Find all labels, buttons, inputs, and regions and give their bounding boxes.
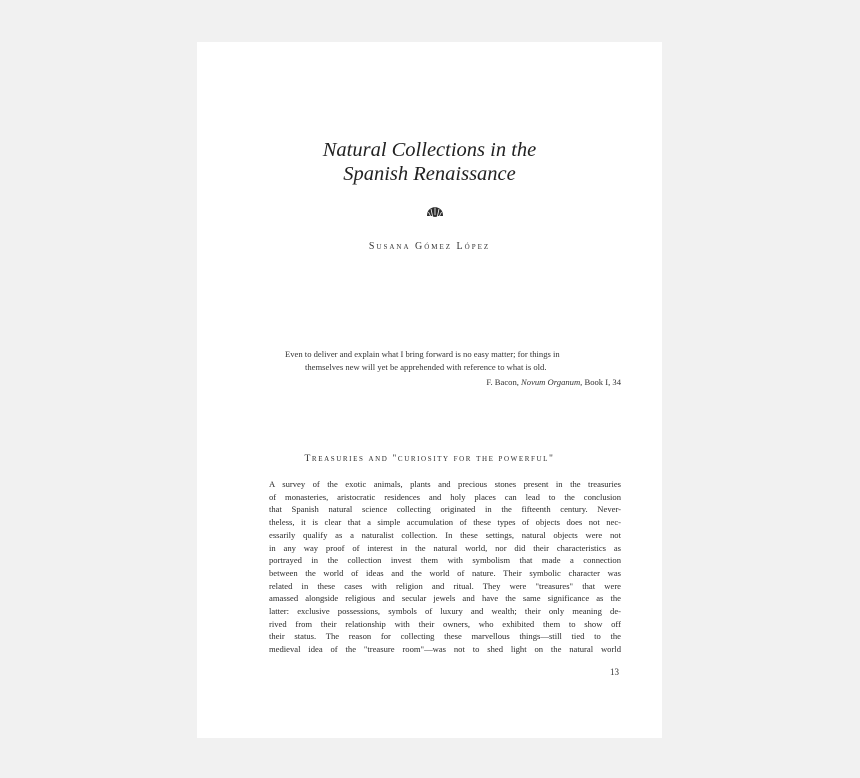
author-name: Susana Gómez López (368, 241, 491, 252)
book-page (197, 42, 662, 738)
body-line: essarily qualify as a naturalist collection. In these settings, natural objects were not (269, 529, 621, 540)
epigraph-line-2: themselves new will yet be apprehended with reference to what is old. (305, 362, 547, 372)
epigraph (285, 348, 621, 389)
chapter-title (197, 138, 662, 186)
chapter-title-line-1: Natural Collections in the (322, 139, 537, 161)
body-line: of monasteries, aristocratic residences and holy places can lead to the conclusion (269, 491, 621, 502)
section-heading: Treasuries and "curiosity for the powerful" (304, 453, 555, 464)
shell-ornament-icon (426, 204, 444, 222)
body-line: A survey of the exotic animals, plants and precious stones present in the treasuries (269, 479, 621, 489)
page-number: 13 (610, 667, 619, 677)
epigraph-citation (285, 376, 621, 389)
body-line: in any way proof of interest in the natural world, nor did their characteristics as (269, 542, 621, 553)
body-line: between the world of ideas and the world of nature. Their symbolic character was (269, 567, 621, 578)
body-line: latter: exclusive possessions, symbols of luxury and wealth; their only meaning de- (269, 606, 621, 617)
citation-author: F. Bacon, (486, 377, 522, 387)
body-line: rived from their relationship with their owners, who exhibited them to show off (269, 618, 621, 629)
body-line: that Spanish natural science collecting originated in the fifteenth century. Never- (269, 504, 621, 515)
body-line: amassed alongside religious and secular jewels and have the same significance as the (269, 593, 621, 604)
epigraph-line-1: Even to deliver and explain what I bring forward is no easy matter; for things in (285, 349, 560, 359)
body-paragraph (269, 478, 621, 656)
citation-location: , Book I, 34 (580, 377, 621, 387)
body-line: their status. The reason for collecting these marvellous things—still tied to the (269, 631, 621, 642)
citation-work: Novum Organum (521, 377, 581, 387)
body-line: portrayed in the collection invest them with symbolism that made a connection (269, 555, 621, 566)
body-line: theless, it is clear that a simple accumulation of these types of objects does not nec- (269, 517, 621, 528)
body-line: related in these cases with religion and ritual. They were "treasures" that were (269, 580, 621, 591)
chapter-title-line-2: Spanish Renaissance (343, 163, 516, 185)
body-line: medieval idea of the "treasure room"—was not to shed light on the natural world (269, 644, 621, 655)
